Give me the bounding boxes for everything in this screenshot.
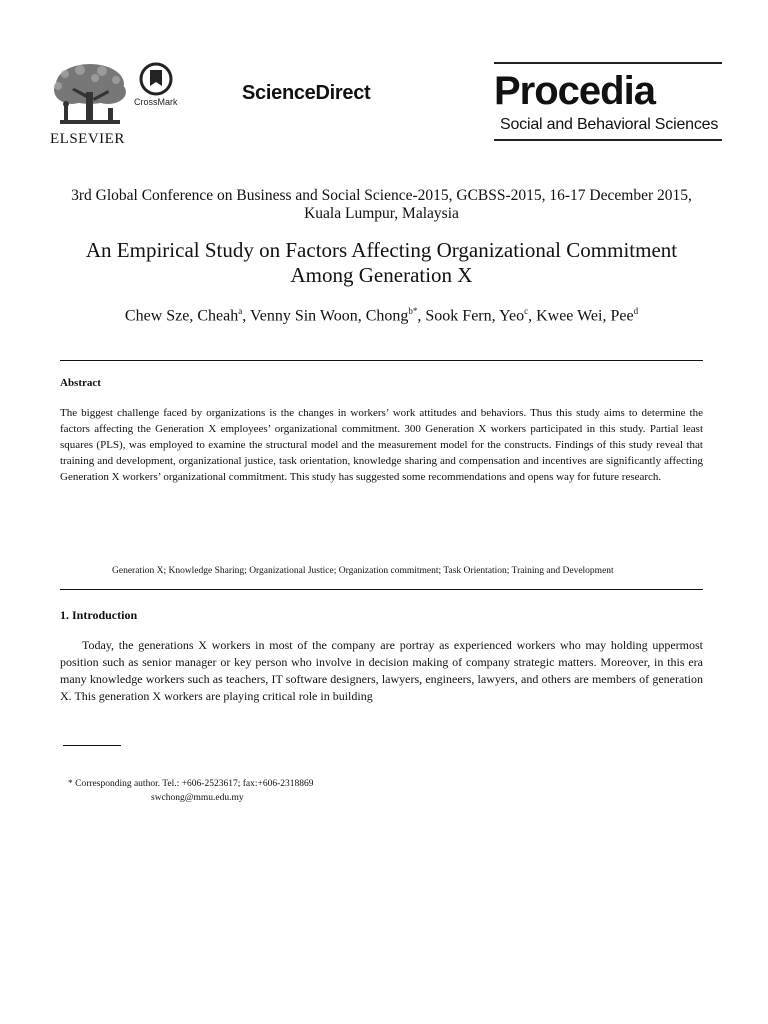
author-name: Chew Sze, Cheah — [124, 307, 239, 325]
author-separator: , — [417, 307, 426, 325]
author-affiliation: c — [524, 306, 529, 316]
journal-rule-bottom — [494, 139, 722, 141]
author-name: Sook Fern, Yeo — [425, 307, 525, 325]
author-separator: , — [528, 307, 537, 325]
author-affiliation: a — [238, 306, 243, 316]
author-name: Kwee Wei, Pee — [536, 307, 634, 325]
sciencedirect-logo: ScienceDirect — [242, 82, 371, 104]
journal-rule-top — [494, 62, 722, 64]
footnote-contact: * Corresponding author. Tel.: +606-2523617; fax:+606-2318869 — [68, 779, 314, 789]
crossmark-label: CrossMark — [134, 97, 178, 107]
author-name: Venny Sin Woon, Chong — [249, 307, 409, 325]
section-body: Today, the generations X workers in most of the company are portray as experienced workers who may holding uppermost position such as senior manager or key person who involve in decision making of company strategic matters. Moreover, in this era many knowledge workers such as teachers, IT software designers, lawyers, engineers, lawyers, and others are members of generation X. This generation X workers are playing critical role in building — [60, 638, 703, 703]
conference-line: 3rd Global Conference on Business and Social Science-2015, GCBSS-2015, 16-17 December 2015, Kuala Lumpur, Malaysia — [71, 187, 692, 222]
divider — [60, 360, 703, 361]
keywords: Generation X; Knowledge Sharing; Organizational Justice; Organization commitment; Task Orientation; Training and Development — [112, 566, 614, 576]
abstract-body: The biggest challenge faced by organizations is the changes in workers’ work attitudes and behaviors. Thus this study aims to determine the factors affecting the Generation X employees’ organizational commitment. 300 Generation X workers participated in this study. Partial least squares (PLS), was employed to examine the structural model and the measurement model for the constructs. Findings of this study reveal that training and development, organizational justice, task orientation, knowledge sharing and compensation and incentives are significantly affecting Generation X workers’ organizational commitment. This study has suggested some recommendations and opens way for future research. — [60, 407, 703, 483]
author-affiliation: d — [633, 306, 639, 316]
author-list — [60, 306, 703, 325]
footnote-email[interactable]: swchong@mmu.edu.my — [151, 793, 244, 803]
journal-name: Procedia — [494, 69, 655, 113]
abstract-heading: Abstract — [60, 377, 101, 389]
author-separator: , — [242, 307, 250, 325]
section-heading: 1. Introduction — [60, 608, 138, 622]
divider — [60, 589, 703, 590]
footnote-rule — [63, 745, 121, 746]
paper-title: An Empirical Study on Factors Affecting Organizational Commitment Among Generation X — [85, 238, 678, 287]
crossmark-icon[interactable] — [139, 62, 173, 96]
journal-subtitle: Social and Behavioral Sciences — [500, 116, 719, 133]
elsevier-tree-icon — [50, 62, 128, 130]
author-affiliation: b* — [408, 306, 418, 316]
publisher-name: ELSEVIER — [50, 131, 125, 147]
